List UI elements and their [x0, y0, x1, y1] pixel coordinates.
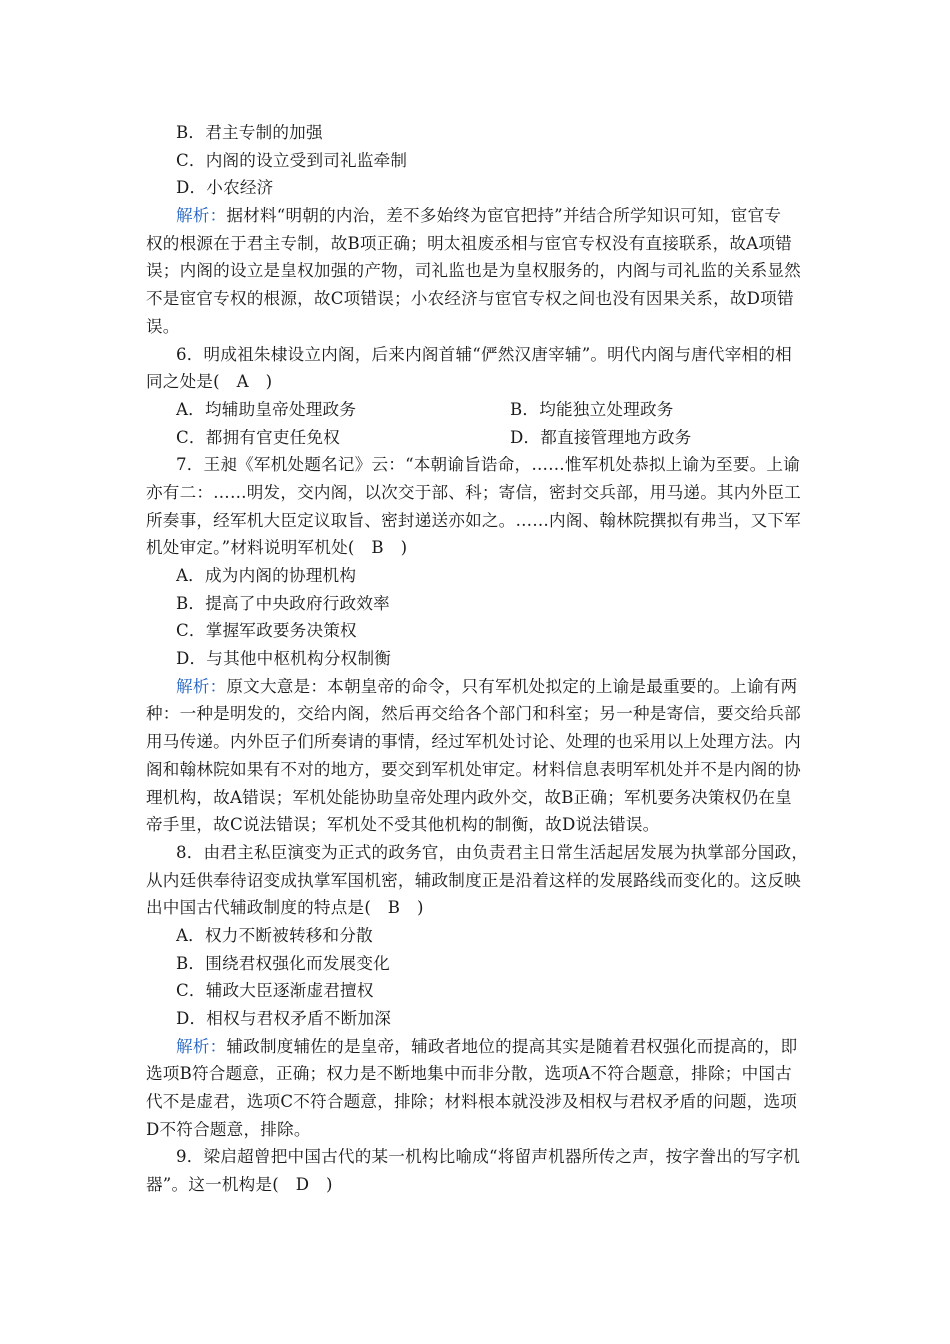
q7-stem-line: 亦有二：……明发，交内阁，以次交于部、科；寄信，密封交兵部，用马递。其内外臣工 — [146, 482, 801, 502]
q7-analysis-line: 帝手里，故C说法错误；军机处不受其他机构的制衡，故D说法错误。 — [146, 815, 660, 835]
q7-stem-line: 所奏事，经军机大臣定议取旨、密封递送亦如之。……内阁、翰林院撰拟有弗当，又下军 — [146, 510, 801, 530]
q8-stem-line: 从内廷供奉待诏变成执掌军国机密，辅政制度正是沿着这样的发展路线而变化的。这反映 — [146, 870, 801, 890]
q8-stem-line: 8．由君主私臣演变为正式的政务官，由负责君主日常生活起居发展为执掌部分国政， — [176, 842, 809, 862]
q9-stem-line: 9．梁启超曾把中国古代的某一机构比喻成“将留声机器所传之声，按字誊出的写字机 — [176, 1147, 801, 1167]
q7-analysis-line: 理机构，故A错误；军机处能协助皇帝处理内政外交，故B正确；军机要务决策权仍在皇 — [146, 787, 792, 807]
q5-analysis-line: 权的根源在于君主专制，故B项正确；明太祖废丞相与宦官专权没有直接联系，故A项错 — [146, 233, 792, 253]
q6-option-b: B．均能独立处理政务 — [510, 399, 674, 419]
q7-stem-line: 7．王昶《军机处题名记》云：“本朝谕旨诰命，……惟军机处恭拟上谕为至要。上谕 — [176, 455, 801, 475]
q8-analysis-line — [146, 1033, 810, 1061]
analysis-text: 原文大意是：本朝皇帝的命令，只有军机处拟定的上谕是最重要的。上谕有两 — [226, 676, 798, 696]
q7-analysis-line: 用马传递。内外臣子们所奏请的事情，经过军机处讨论、处理的也采用以上处理方法。内 — [146, 732, 801, 752]
q6-stem-line: 6．明成祖朱棣设立内阁，后来内阁首辅“俨然汉唐宰辅”。明代内阁与唐代宰相的相 — [176, 344, 792, 364]
q8-option-a: A．权力不断被转移和分散 — [176, 925, 373, 945]
analysis-text: 据材料“明朝的内治，差不多始终为宦官把持”并结合所学知识可知，宦官专 — [226, 206, 782, 226]
q7-analysis-line: 种：一种是明发的，交给内阁，然后再交给各个部门和科室；另一种是寄信，要交给兵部 — [146, 704, 801, 724]
q9-stem-line: 器”。这一机构是( D ) — [146, 1175, 333, 1195]
q6-options-row — [146, 424, 810, 452]
q7-option-d: D．与其他中枢机构分权制衡 — [176, 649, 392, 669]
analysis-label: 解析： — [176, 206, 227, 226]
q5-option-c: C．内阁的设立受到司礼监牵制 — [176, 150, 408, 170]
q5-option-b: B．君主专制的加强 — [176, 123, 323, 142]
q8-option-c: C．辅政大臣逐渐虚君擅权 — [176, 981, 374, 1001]
q8-stem-line: 出中国古代辅政制度的特点是( B ) — [146, 898, 424, 918]
q5-analysis-line: 误；内阁的设立是皇权加强的产物，司礼监也是为皇权服务的，内阁与司礼监的关系显然 — [146, 261, 801, 281]
q8-analysis-line: 代不是虚君，选项C不符合题意，排除；材料根本就没涉及相权与君权矛盾的问题，选项 — [146, 1092, 798, 1112]
q7-option-c: C．掌握军政要务决策权 — [176, 621, 357, 641]
q5-analysis-line: 不是宦官专权的根源，故C项错误；小农经济与宦官专权之间也没有因果关系，故D项错 — [146, 289, 794, 309]
analysis-label: 解析： — [176, 1036, 227, 1056]
q7-analysis-line — [146, 673, 810, 701]
q6-option-d: D．都直接管理地方政务 — [510, 427, 692, 447]
q5-analysis-line: 误。 — [146, 316, 180, 336]
q6-option-a: A．均辅助皇帝处理政务 — [176, 399, 357, 419]
q7-option-a: A．成为内阁的协理机构 — [176, 566, 357, 585]
q8-option-b: B．围绕君权强化而发展变化 — [176, 953, 390, 973]
analysis-label: 解析： — [176, 676, 227, 696]
q7-analysis-line: 阁和翰林院如果有不对的地方，要交到军机处审定。材料信息表明军机处并不是内阁的协 — [146, 759, 801, 779]
q7-option-b: B．提高了中央政府行政效率 — [176, 593, 390, 613]
q5-option-d: D．小农经济 — [176, 178, 274, 198]
q7-stem-line: 机处审定。”材料说明军机处( B ) — [146, 538, 408, 558]
document-page — [146, 119, 810, 1199]
q6-option-c: C．都拥有官吏任免权 — [176, 427, 341, 447]
q8-analysis-line: 选项B符合题意，正确；权力是不断地集中而非分散，选项A不符合题意，排除；中国古 — [146, 1064, 792, 1084]
q8-analysis-line: D不符合题意，排除。 — [146, 1119, 311, 1139]
analysis-text: 辅政制度辅佐的是皇帝，辅政者地位的提高其实是随着君权强化而提高的，即 — [226, 1036, 798, 1056]
q6-options-row — [146, 396, 810, 424]
q8-option-d: D．相权与君权矛盾不断加深 — [176, 1009, 392, 1028]
q5-analysis-line — [146, 202, 810, 230]
q6-stem-line: 同之处是( A ) — [146, 372, 273, 392]
